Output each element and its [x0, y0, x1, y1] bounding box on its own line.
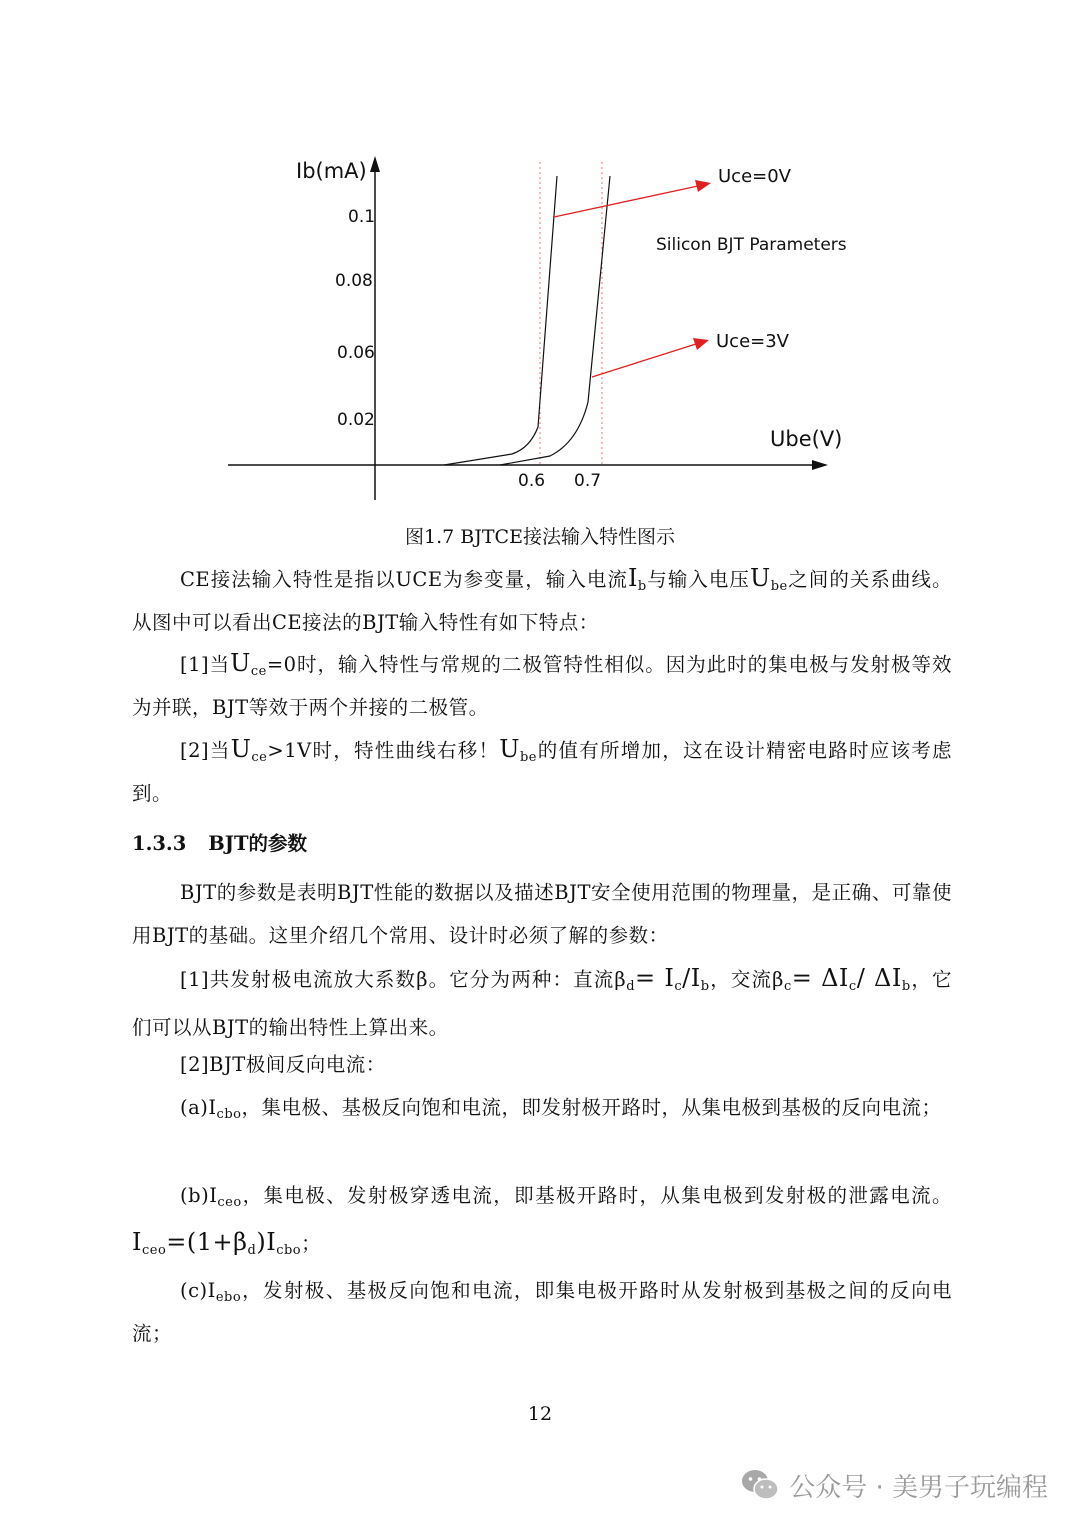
- paragraph-iebo: [132, 1269, 952, 1355]
- y-tick-label: 0.08: [335, 271, 373, 291]
- curve-uce-0v: [444, 176, 557, 465]
- y-axis-label: Ib(mA): [296, 159, 367, 183]
- text-run: )I: [256, 1228, 277, 1256]
- x-tick-label: 0.7: [574, 471, 602, 491]
- figure-svg: [200, 140, 900, 520]
- symbol: U: [230, 735, 252, 763]
- text-run: BJT的参数是表明BJT性能的数据以及描述BJT安全使用范围的物理量，是正确、可靠使用BJT的基础。这里介绍几个常用、设计时必须了解的参数：: [132, 881, 952, 947]
- text-run: /I: [682, 964, 701, 992]
- symbol: U: [230, 649, 251, 677]
- subscript: be: [770, 579, 788, 594]
- paragraph-beta: [132, 954, 952, 1052]
- text-run: 之间的关系曲线。从图中可以看出CE接法的BJT输入特性有如下特点：: [132, 568, 952, 634]
- text-run: / ΔI: [856, 964, 902, 992]
- subscript: b: [637, 579, 647, 594]
- text-run: (a)I: [180, 1096, 217, 1119]
- subscript: cbo: [276, 1243, 302, 1258]
- section-heading: [132, 828, 307, 856]
- arrow-head-uce-3v: [693, 338, 709, 350]
- watermark-text: 公众号 · 美男子玩编程: [789, 1472, 1048, 1503]
- paragraph-icbo: [132, 1086, 952, 1129]
- subscript: ce: [251, 750, 268, 765]
- subscript: c: [848, 979, 857, 994]
- section-number: 1.3.3: [132, 832, 187, 855]
- x-tick-label: 0.6: [518, 471, 546, 491]
- x-axis-arrow: [812, 460, 828, 470]
- y-tick-label: 0.06: [337, 343, 375, 363]
- subscript: c: [783, 979, 792, 994]
- annotation-title: Silicon BJT Parameters: [656, 235, 847, 255]
- section-title: BJT的参数: [208, 832, 308, 855]
- text-run: CE接法输入特性是指以UCE为参变量，输入电流: [180, 568, 628, 591]
- arrow-head-uce-0v: [695, 180, 711, 192]
- subscript: d: [247, 1243, 257, 1258]
- text-run: 的值有所增加，这在设计精密电路时应该考虑到。: [132, 739, 953, 805]
- paragraph-iceo: [132, 1172, 952, 1267]
- text-run: (b)I: [180, 1184, 218, 1207]
- symbol: U: [499, 735, 520, 763]
- page-number: 12: [527, 1403, 553, 1425]
- y-tick-label: 0.02: [337, 410, 375, 430]
- text-run: ，它们可以从BJT的输出特性上算出来。: [132, 968, 952, 1039]
- text-run: (c)I: [180, 1279, 216, 1302]
- paragraph-point-1: [132, 642, 952, 729]
- symbol: U: [749, 564, 771, 592]
- arrow-uce-3v: [592, 344, 696, 377]
- text-run: ；: [301, 1232, 322, 1255]
- text-run: ，集电极、发射极穿透电流，即基极开路时，从集电极到发射极的泄露电流。: [241, 1184, 952, 1207]
- text-run: [2]BJT极间反向电流：: [180, 1053, 386, 1076]
- text-run: [2]当: [180, 739, 231, 762]
- symbol: I: [627, 564, 638, 592]
- watermark: [741, 1465, 1048, 1505]
- text-run: [1]当: [180, 653, 231, 676]
- text-run: 与输入电压: [646, 568, 750, 591]
- arrow-uce-0v: [554, 186, 698, 217]
- text-run: >1V时，特性曲线右移！: [267, 739, 500, 762]
- annotation-uce-3v: Uce=3V: [716, 331, 789, 352]
- text-run: ，交流β: [709, 968, 784, 991]
- text-run: = ΔI: [791, 964, 849, 992]
- subscript: b: [700, 979, 710, 994]
- y-axis-arrow: [370, 156, 380, 172]
- figure-bjt-input-characteristics: [200, 140, 900, 520]
- subscript: c: [674, 979, 683, 994]
- paragraph-point-2: [132, 728, 952, 815]
- subscript: ceo: [141, 1243, 167, 1258]
- figure-caption: 图1.7 BJTCE接法输入特性图示: [405, 526, 675, 548]
- curve-uce-3v: [500, 176, 610, 465]
- wechat-icon: [741, 1468, 779, 1502]
- text-run: =(1+β: [166, 1228, 248, 1256]
- paragraph-input-characteristics: [132, 557, 952, 644]
- text-run: =0时，输入特性与常规的二极管特性相似。因为此时的集电极与发射极等效为并联，BJT等效于两个并接的二极管。: [132, 653, 952, 719]
- text-run: = I: [635, 964, 675, 992]
- annotation-uce-0v: Uce=0V: [718, 166, 791, 187]
- subscript: b: [901, 979, 911, 994]
- y-tick-label: 0.1: [348, 207, 376, 227]
- subscript: ebo: [215, 1290, 242, 1305]
- paragraph-reverse-current: [132, 1043, 952, 1086]
- subscript: ceo: [217, 1195, 242, 1210]
- paragraph-bjt-parameters: [132, 871, 952, 957]
- text-run: [1]共发射极电流放大系数β。它分为两种：直流β: [180, 968, 627, 991]
- text-run: ，发射极、基极反向饱和电流，即集电极开路时从发射极到基极之间的反向电流；: [132, 1279, 952, 1345]
- text-run: ，集电极、基极反向饱和电流，即发射极开路时，从集电极到基极的反向电流；: [241, 1096, 942, 1119]
- subscript: be: [519, 750, 537, 765]
- symbol: I: [132, 1228, 142, 1256]
- subscript: cbo: [216, 1107, 242, 1122]
- x-axis-label: Ube(V): [770, 427, 843, 451]
- subscript: d: [626, 979, 636, 994]
- subscript: ce: [250, 664, 267, 679]
